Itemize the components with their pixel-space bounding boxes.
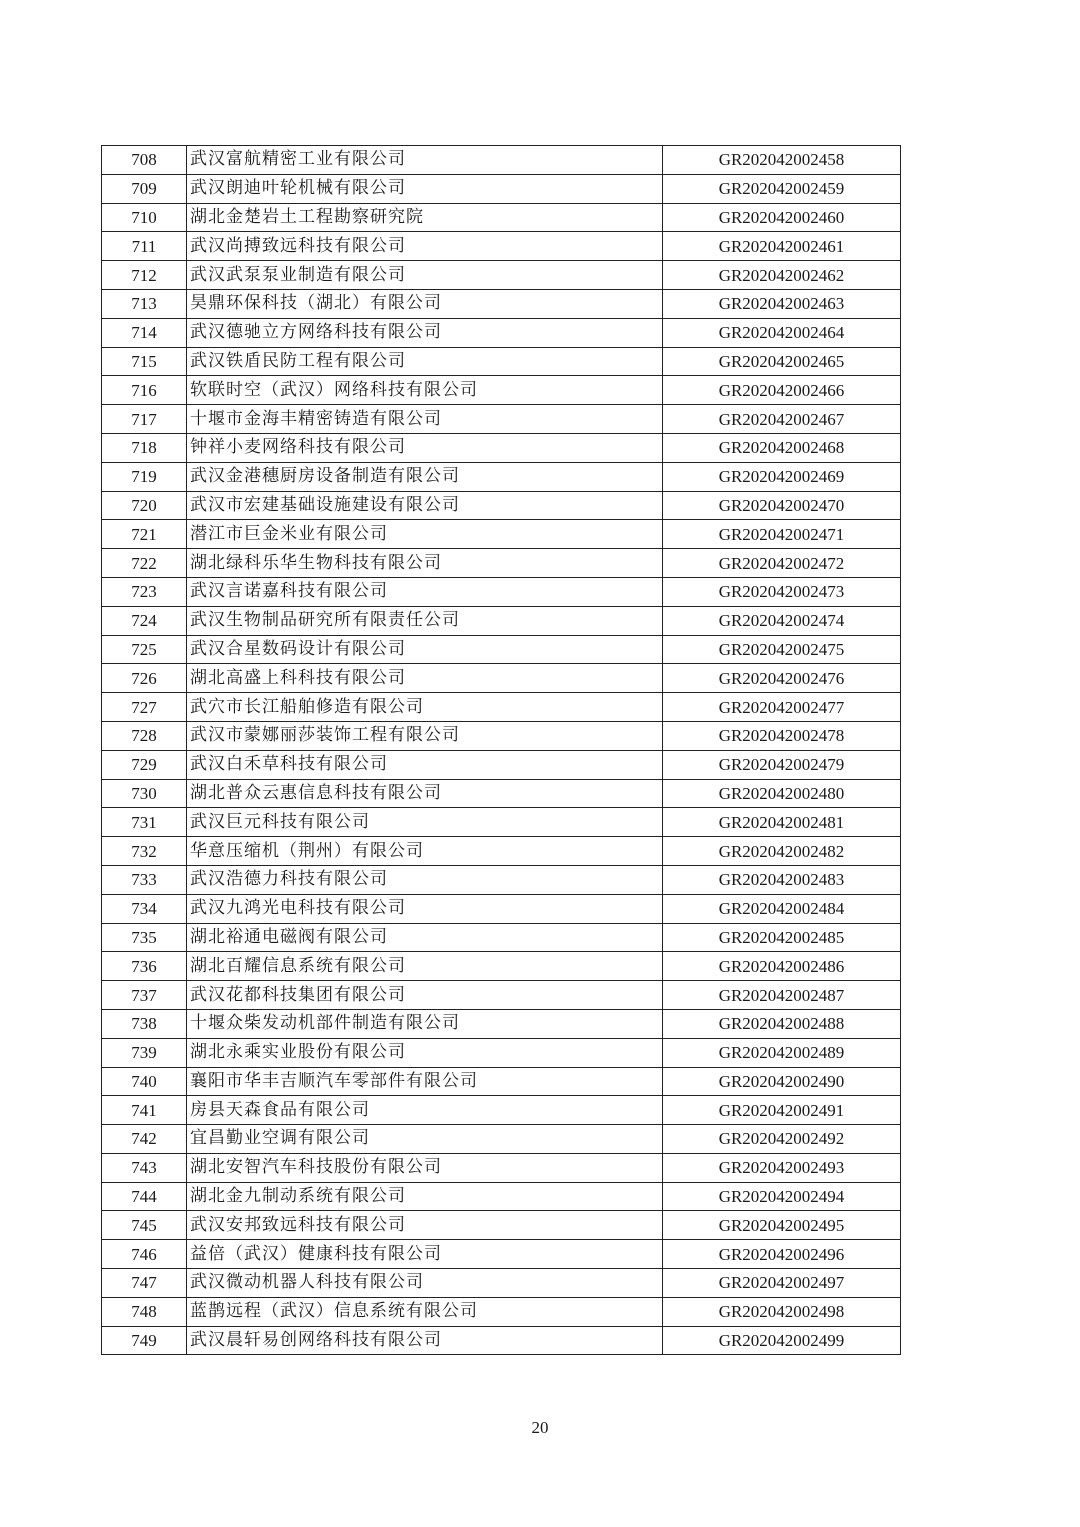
table-row (102, 318, 901, 347)
company-name: 湖北高盛上科科技有限公司 (187, 664, 663, 693)
table-row (102, 664, 901, 693)
table-row (102, 894, 901, 923)
row-number: 748 (102, 1297, 187, 1326)
company-name: 昊鼎环保科技（湖北）有限公司 (187, 289, 663, 318)
row-number: 719 (102, 462, 187, 491)
row-number: 747 (102, 1269, 187, 1298)
certificate-code: GR202042002497 (663, 1269, 901, 1298)
table-row (102, 635, 901, 664)
certificate-code: GR202042002471 (663, 520, 901, 549)
table-row (102, 1211, 901, 1240)
row-number: 749 (102, 1326, 187, 1355)
table-row (102, 693, 901, 722)
table-row (102, 376, 901, 405)
page-number: 20 (531, 1418, 549, 1437)
company-name: 武汉尚搏致远科技有限公司 (187, 232, 663, 261)
company-name: 武汉晨轩易创网络科技有限公司 (187, 1326, 663, 1355)
company-name: 武汉微动机器人科技有限公司 (187, 1269, 663, 1298)
table-row (102, 549, 901, 578)
row-number: 744 (102, 1182, 187, 1211)
certificate-code: GR202042002486 (663, 952, 901, 981)
certificate-code: GR202042002464 (663, 318, 901, 347)
row-number: 714 (102, 318, 187, 347)
company-table-body (102, 146, 901, 1355)
company-name: 武汉浩德力科技有限公司 (187, 865, 663, 894)
table-row (102, 923, 901, 952)
company-name: 房县天森食品有限公司 (187, 1096, 663, 1125)
company-name: 湖北百耀信息系统有限公司 (187, 952, 663, 981)
certificate-code: GR202042002463 (663, 289, 901, 318)
table-row (102, 1182, 901, 1211)
company-name: 潜江市巨金米业有限公司 (187, 520, 663, 549)
certificate-code: GR202042002468 (663, 433, 901, 462)
certificate-code: GR202042002495 (663, 1211, 901, 1240)
company-name: 武汉市宏建基础设施建设有限公司 (187, 491, 663, 520)
row-number: 745 (102, 1211, 187, 1240)
certificate-code: GR202042002462 (663, 261, 901, 290)
table-row (102, 491, 901, 520)
row-number: 709 (102, 174, 187, 203)
row-number: 716 (102, 376, 187, 405)
company-name: 湖北绿科乐华生物科技有限公司 (187, 549, 663, 578)
row-number: 713 (102, 289, 187, 318)
certificate-code: GR202042002465 (663, 347, 901, 376)
certificate-code: GR202042002483 (663, 865, 901, 894)
row-number: 742 (102, 1125, 187, 1154)
table-row (102, 808, 901, 837)
row-number: 722 (102, 549, 187, 578)
company-name: 襄阳市华丰吉顺汽车零部件有限公司 (187, 1067, 663, 1096)
certificate-code: GR202042002482 (663, 837, 901, 866)
company-name: 武汉金港穗厨房设备制造有限公司 (187, 462, 663, 491)
company-name: 武汉朗迪叶轮机械有限公司 (187, 174, 663, 203)
certificate-code: GR202042002475 (663, 635, 901, 664)
row-number: 708 (102, 146, 187, 175)
table-row (102, 1067, 901, 1096)
row-number: 720 (102, 491, 187, 520)
row-number: 733 (102, 865, 187, 894)
row-number: 717 (102, 405, 187, 434)
company-name: 湖北安智汽车科技股份有限公司 (187, 1153, 663, 1182)
company-name: 武汉白禾草科技有限公司 (187, 750, 663, 779)
certificate-code: GR202042002493 (663, 1153, 901, 1182)
table-row (102, 347, 901, 376)
company-name: 武汉花都科技集团有限公司 (187, 981, 663, 1010)
table-row (102, 203, 901, 232)
certificate-code: GR202042002458 (663, 146, 901, 175)
certificate-code: GR202042002466 (663, 376, 901, 405)
company-name: 武汉巨元科技有限公司 (187, 808, 663, 837)
row-number: 740 (102, 1067, 187, 1096)
certificate-code: GR202042002459 (663, 174, 901, 203)
row-number: 725 (102, 635, 187, 664)
table-row (102, 1269, 901, 1298)
certificate-code: GR202042002460 (663, 203, 901, 232)
certificate-code: GR202042002496 (663, 1240, 901, 1269)
company-name: 十堰市金海丰精密铸造有限公司 (187, 405, 663, 434)
row-number: 732 (102, 837, 187, 866)
company-name: 软联时空（武汉）网络科技有限公司 (187, 376, 663, 405)
table-row (102, 1240, 901, 1269)
certificate-code: GR202042002498 (663, 1297, 901, 1326)
company-name: 武汉言诺嘉科技有限公司 (187, 577, 663, 606)
certificate-code: GR202042002478 (663, 721, 901, 750)
company-name: 武汉富航精密工业有限公司 (187, 146, 663, 175)
table-row (102, 837, 901, 866)
table-row (102, 174, 901, 203)
row-number: 729 (102, 750, 187, 779)
certificate-code: GR202042002474 (663, 606, 901, 635)
table-row (102, 779, 901, 808)
table-row (102, 952, 901, 981)
company-name: 十堰众柴发动机部件制造有限公司 (187, 1009, 663, 1038)
table-row (102, 1009, 901, 1038)
company-name: 武汉武泵泵业制造有限公司 (187, 261, 663, 290)
row-number: 724 (102, 606, 187, 635)
table-row (102, 1297, 901, 1326)
table-row (102, 981, 901, 1010)
certificate-code: GR202042002499 (663, 1326, 901, 1355)
row-number: 718 (102, 433, 187, 462)
table-row (102, 520, 901, 549)
row-number: 736 (102, 952, 187, 981)
company-name: 武汉德驰立方网络科技有限公司 (187, 318, 663, 347)
certificate-code: GR202042002473 (663, 577, 901, 606)
table-row (102, 1153, 901, 1182)
certificate-code: GR202042002489 (663, 1038, 901, 1067)
company-name: 宜昌勤业空调有限公司 (187, 1125, 663, 1154)
table-row (102, 865, 901, 894)
table-row (102, 1326, 901, 1355)
table-row (102, 405, 901, 434)
row-number: 738 (102, 1009, 187, 1038)
certificate-code: GR202042002484 (663, 894, 901, 923)
certificate-code: GR202042002490 (663, 1067, 901, 1096)
certificate-code: GR202042002491 (663, 1096, 901, 1125)
certificate-code: GR202042002479 (663, 750, 901, 779)
row-number: 730 (102, 779, 187, 808)
company-name: 武汉市蒙娜丽莎装饰工程有限公司 (187, 721, 663, 750)
company-name: 湖北裕通电磁阀有限公司 (187, 923, 663, 952)
row-number: 739 (102, 1038, 187, 1067)
table-row (102, 1096, 901, 1125)
certificate-code: GR202042002470 (663, 491, 901, 520)
row-number: 731 (102, 808, 187, 837)
table-row (102, 606, 901, 635)
row-number: 723 (102, 577, 187, 606)
company-table (101, 145, 901, 1355)
certificate-code: GR202042002487 (663, 981, 901, 1010)
row-number: 728 (102, 721, 187, 750)
company-name: 华意压缩机（荆州）有限公司 (187, 837, 663, 866)
company-name: 湖北金九制动系统有限公司 (187, 1182, 663, 1211)
company-name: 湖北永乘实业股份有限公司 (187, 1038, 663, 1067)
certificate-code: GR202042002492 (663, 1125, 901, 1154)
company-name: 益倍（武汉）健康科技有限公司 (187, 1240, 663, 1269)
table-row (102, 1038, 901, 1067)
row-number: 726 (102, 664, 187, 693)
company-name: 武汉铁盾民防工程有限公司 (187, 347, 663, 376)
company-name: 武汉生物制品研究所有限责任公司 (187, 606, 663, 635)
row-number: 712 (102, 261, 187, 290)
certificate-code: GR202042002477 (663, 693, 901, 722)
certificate-code: GR202042002480 (663, 779, 901, 808)
table-row (102, 721, 901, 750)
company-name: 武汉九鸿光电科技有限公司 (187, 894, 663, 923)
certificate-code: GR202042002461 (663, 232, 901, 261)
table-row (102, 433, 901, 462)
row-number: 727 (102, 693, 187, 722)
row-number: 711 (102, 232, 187, 261)
table-row (102, 750, 901, 779)
table-row (102, 146, 901, 175)
company-name: 武汉合星数码设计有限公司 (187, 635, 663, 664)
certificate-code: GR202042002469 (663, 462, 901, 491)
row-number: 735 (102, 923, 187, 952)
certificate-code: GR202042002467 (663, 405, 901, 434)
table-row (102, 289, 901, 318)
certificate-code: GR202042002472 (663, 549, 901, 578)
table-row (102, 1125, 901, 1154)
table-row (102, 462, 901, 491)
certificate-code: GR202042002488 (663, 1009, 901, 1038)
certificate-code: GR202042002481 (663, 808, 901, 837)
company-name: 钟祥小麦网络科技有限公司 (187, 433, 663, 462)
company-name: 蓝鹊远程（武汉）信息系统有限公司 (187, 1297, 663, 1326)
row-number: 741 (102, 1096, 187, 1125)
certificate-code: GR202042002494 (663, 1182, 901, 1211)
row-number: 721 (102, 520, 187, 549)
company-name: 武汉安邦致远科技有限公司 (187, 1211, 663, 1240)
company-name: 武穴市长江船舶修造有限公司 (187, 693, 663, 722)
table-row (102, 577, 901, 606)
company-name: 湖北普众云惠信息科技有限公司 (187, 779, 663, 808)
row-number: 737 (102, 981, 187, 1010)
row-number: 746 (102, 1240, 187, 1269)
row-number: 743 (102, 1153, 187, 1182)
company-name: 湖北金楚岩土工程勘察研究院 (187, 203, 663, 232)
row-number: 734 (102, 894, 187, 923)
certificate-code: GR202042002485 (663, 923, 901, 952)
table-row (102, 261, 901, 290)
row-number: 715 (102, 347, 187, 376)
table-row (102, 232, 901, 261)
certificate-code: GR202042002476 (663, 664, 901, 693)
row-number: 710 (102, 203, 187, 232)
